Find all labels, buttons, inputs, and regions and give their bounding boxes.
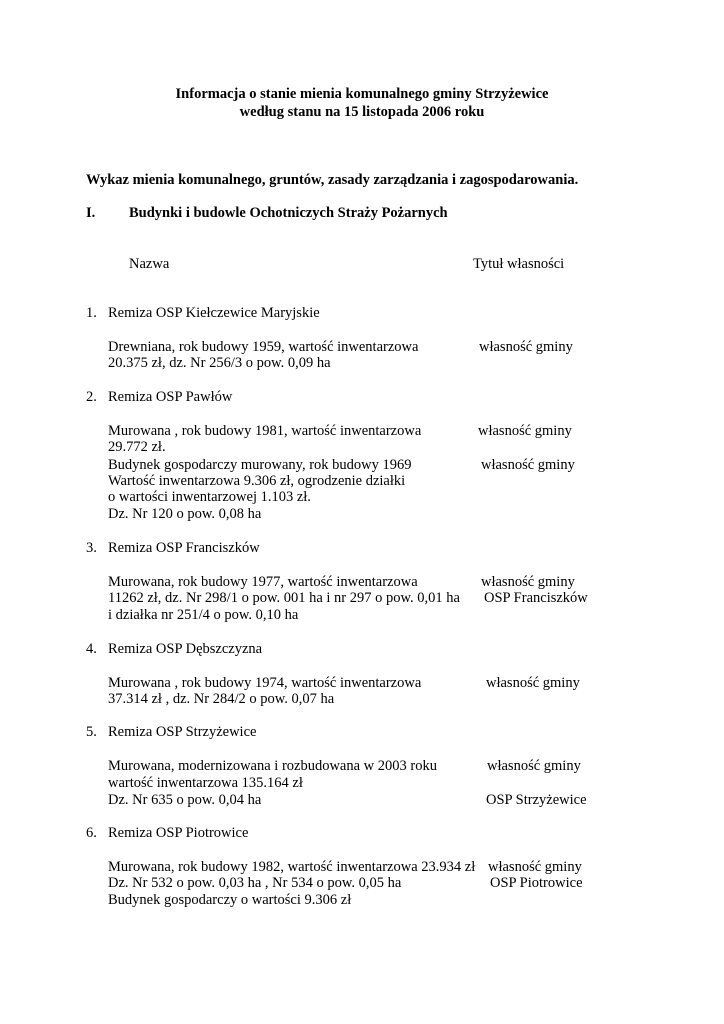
document-title-line-1: Informacja o stanie mienia komunalnego gminy Strzyżewice — [175, 86, 549, 102]
column-header-name: Nazwa — [129, 256, 170, 272]
item-number: 4. — [86, 641, 97, 657]
document-title-line-2: według stanu na 15 listopada 2006 roku — [239, 104, 485, 120]
item-line: Murowana , rok budowy 1981, wartość inwentarzowa — [108, 423, 422, 439]
item-ownership: własność gminy — [486, 675, 580, 691]
item-line: Drewniana, rok budowy 1959, wartość inwentarzowa — [108, 339, 419, 355]
item-line: Dz. Nr 532 o pow. 0,03 ha , Nr 534 o pow. 0,05 ha — [108, 875, 402, 891]
item-ownership: własność gminy — [487, 758, 581, 774]
item-line: Murowana, rok budowy 1977, wartość inwentarzowa — [108, 574, 418, 590]
item-title: Remiza OSP Franciszków — [108, 540, 260, 556]
item-title: Remiza OSP Piotrowice — [108, 825, 249, 841]
item-line: Wartość inwentarzowa 9.306 zł, ogrodzenie działki — [108, 473, 406, 489]
item-line: Budynek gospodarczy murowany, rok budowy 1969 — [108, 457, 412, 473]
item-number: 2. — [86, 389, 97, 405]
section-number: I. — [86, 205, 96, 221]
item-line: 11262 zł, dz. Nr 298/1 o pow. 001 ha i nr 297 o pow. 0,01 ha — [108, 590, 460, 606]
item-ownership: własność gminy — [488, 859, 582, 875]
item-line: Murowana , rok budowy 1974, wartość inwentarzowa — [108, 675, 422, 691]
item-line: o wartości inwentarzowej 1.103 zł. — [108, 489, 311, 505]
item-line: Murowana, rok budowy 1982, wartość inwentarzowa 23.934 zł — [108, 859, 476, 875]
item-line: 20.375 zł, dz. Nr 256/3 o pow. 0,09 ha — [108, 355, 331, 371]
item-ownership: własność gminy — [478, 423, 572, 439]
item-line: Dz. Nr 120 o pow. 0,08 ha — [108, 506, 262, 522]
item-number: 3. — [86, 540, 97, 556]
item-ownership: OSP Franciszków — [484, 590, 588, 606]
item-number: 5. — [86, 724, 97, 740]
item-line: i działka nr 251/4 o pow. 0,10 ha — [108, 607, 299, 623]
item-title: Remiza OSP Kiełczewice Maryjskie — [108, 305, 320, 321]
item-line: wartość inwentarzowa 135.164 zł — [108, 775, 303, 791]
item-ownership: własność gminy — [479, 339, 573, 355]
item-ownership: OSP Strzyżewice — [486, 792, 587, 808]
item-title: Remiza OSP Strzyżewice — [108, 724, 257, 740]
item-number: 6. — [86, 825, 97, 841]
item-number: 1. — [86, 305, 97, 321]
item-ownership: własność gminy — [481, 574, 575, 590]
document-subtitle: Wykaz mienia komunalnego, gruntów, zasady zarządzania i zagospodarowania. — [86, 172, 579, 188]
item-ownership: OSP Piotrowice — [490, 875, 583, 891]
item-line: 37.314 zł , dz. Nr 284/2 o pow. 0,07 ha — [108, 691, 335, 707]
item-ownership: własność gminy — [481, 457, 575, 473]
item-line: Dz. Nr 635 o pow. 0,04 ha — [108, 792, 262, 808]
item-title: Remiza OSP Dębszczyzna — [108, 641, 263, 657]
item-line: 29.772 zł. — [108, 439, 166, 455]
section-title: Budynki i budowle Ochotniczych Straży Pożarnych — [129, 205, 448, 221]
column-header-ownership: Tytuł własności — [473, 256, 565, 272]
item-line: Murowana, modernizowana i rozbudowana w 2003 roku — [108, 758, 437, 774]
item-title: Remiza OSP Pawłów — [108, 389, 233, 405]
item-line: Budynek gospodarczy o wartości 9.306 zł — [108, 892, 352, 908]
